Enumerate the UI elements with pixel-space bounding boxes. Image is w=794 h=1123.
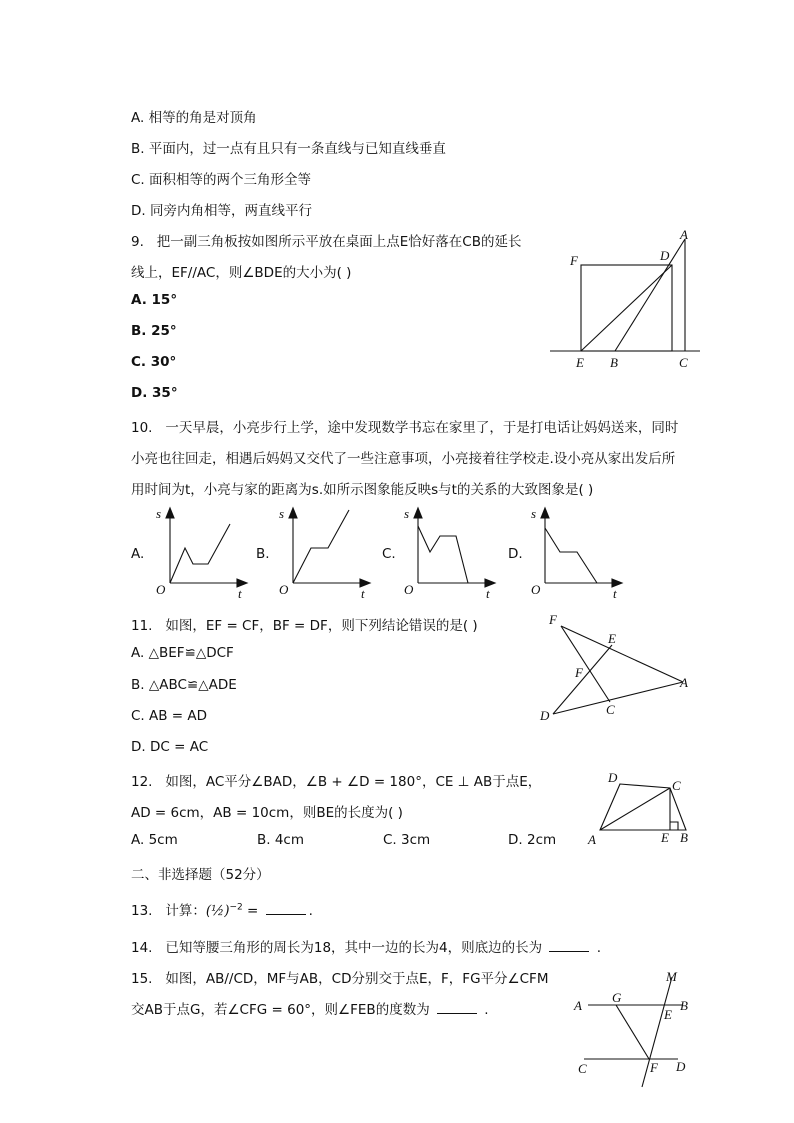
q11-label-a: A — [680, 675, 688, 690]
q13-number: 13. — [131, 903, 153, 919]
q11-stem: 如图，EF = CF，BF = DF，则下列结论错误的是( ) — [165, 618, 478, 634]
q12-label-d: D — [608, 770, 618, 785]
q10a-label-s: s — [156, 506, 162, 521]
q10-graph-d — [525, 506, 625, 601]
q9-option-a: A. 15° — [131, 292, 178, 308]
q9-option-c: C. 30° — [131, 354, 177, 370]
q9-line2: 线上，EF//AC，则∠BDE的大小为( ) — [131, 265, 352, 281]
q12-right-angle-mark — [670, 822, 678, 830]
q15-line1 — [131, 967, 548, 987]
q11-label-c: C — [606, 702, 615, 717]
q9-line1 — [131, 230, 521, 250]
q15-number: 15. — [131, 971, 153, 987]
q10b-label-s: s — [279, 506, 285, 521]
q14-text: 已知等腰三角形的周长为18，其中一边的长为4，则底边的长为 — [165, 940, 543, 956]
q10-option-c: C. — [382, 546, 396, 562]
q15-end: . — [484, 1002, 489, 1018]
q10-line1 — [131, 416, 678, 436]
q11-label-d: D — [540, 708, 550, 723]
q10b-label-t: t — [361, 586, 365, 601]
q8-option-d: D. 同旁内角相等，两直线平行 — [131, 203, 312, 219]
q10-graph-b — [273, 506, 373, 601]
q10c-y-arrow — [414, 508, 422, 518]
q11-option-d: D. DC = AC — [131, 739, 209, 755]
q12-line1 — [131, 770, 541, 790]
q9-label-a: A — [680, 227, 688, 242]
q13-equals: = — [242, 903, 259, 919]
q13-end: . — [308, 903, 313, 919]
q10c-curve — [418, 526, 468, 583]
q9-label-b: B — [610, 355, 618, 370]
q15-text1: 如图，AB//CD，MF与AB，CD分别交于点E，F，FG平分∠CFM — [165, 971, 549, 987]
section2-heading: 二、非选择题（52分） — [131, 867, 270, 883]
q10d-label-t: t — [613, 586, 617, 601]
q10-graph-c — [398, 506, 498, 601]
q15-label-e: E — [664, 1007, 672, 1022]
q9-figure — [540, 225, 710, 375]
q12-option-c: C. 3cm — [383, 832, 431, 848]
q15-line2 — [131, 998, 489, 1018]
q10-line3: 用时间为t，小亮与家的距离为s.如所示图象能反映s与t的关系的大致图象是( ) — [131, 482, 594, 498]
q9-label-f: F — [570, 253, 578, 268]
q10-option-a: A. — [131, 546, 145, 562]
q11-seg-da — [553, 682, 683, 714]
q8-option-b: B. 平面内，过一点有且只有一条直线与已知直线垂直 — [131, 141, 446, 157]
q11-label-e: E — [608, 631, 616, 646]
q10c-label-o: O — [404, 582, 414, 597]
q10d-curve — [545, 528, 597, 583]
q11-option-b: B. △ABC≌△ADE — [131, 677, 237, 693]
q10a-label-o: O — [156, 582, 166, 597]
q15-text2: 交AB于点G，若∠CFG = 60°，则∠FEB的度数为 — [131, 1002, 430, 1018]
q10d-y-arrow — [541, 508, 549, 518]
q11-option-a: A. △BEF≌△DCF — [131, 645, 234, 661]
q12-number: 12. — [131, 774, 153, 790]
q9-side-de — [581, 265, 672, 351]
q9-label-c: C — [679, 355, 688, 370]
q12-text1: 如图，AC平分∠BAD，∠B + ∠D = 180°，CE ⊥ AB于点E， — [165, 774, 542, 790]
q12-label-b: B — [680, 830, 688, 845]
q10-text1: 一天早晨，小亮步行上学，途中发现数学书忘在家里了，于是打电话让妈妈送来，同时 — [165, 420, 679, 436]
q15-label-g: G — [612, 990, 622, 1005]
q12-option-a: A. 5cm — [131, 832, 178, 848]
q13-line — [131, 899, 313, 919]
q10-graph-a — [150, 506, 250, 601]
q15-line-fg — [616, 1005, 649, 1059]
q9-text1: 把一副三角板按如图所示平放在桌面上点E恰好落在CB的延长 — [156, 234, 522, 250]
q12-option-d: D. 2cm — [508, 832, 557, 848]
q10c-label-s: s — [404, 506, 410, 521]
q11-line1 — [131, 614, 478, 634]
q15-answer-blank[interactable] — [437, 1001, 477, 1014]
q12-figure — [580, 768, 700, 848]
q15-label-d: D — [676, 1059, 686, 1074]
q8-option-a: A. 相等的角是对顶角 — [131, 110, 257, 126]
q11-label-f-top: F — [549, 612, 557, 627]
q10-option-b: B. — [256, 546, 270, 562]
q11-number: 11. — [131, 618, 153, 634]
q11-label-f-mid: F — [575, 665, 583, 680]
q10b-label-o: O — [279, 582, 289, 597]
q13-prefix: 计算： — [165, 903, 206, 919]
q10b-y-arrow — [289, 508, 297, 518]
q9-option-d: D. 35° — [131, 385, 178, 401]
q10c-label-t: t — [486, 586, 490, 601]
q13-exponent: −2 — [229, 902, 243, 913]
q12-diagonal-ac — [600, 788, 670, 830]
q10-option-d: D. — [508, 546, 523, 562]
q15-figure — [570, 965, 700, 1095]
q13-base: (½) — [205, 903, 230, 919]
q12-option-b: B. 4cm — [257, 832, 305, 848]
q10b-curve — [293, 510, 349, 583]
q12-label-c: C — [672, 778, 681, 793]
q15-label-c: C — [578, 1061, 587, 1076]
q14-end: . — [596, 940, 602, 956]
q9-side-ab — [615, 239, 685, 351]
q11-figure — [535, 610, 705, 730]
q15-label-f: F — [650, 1060, 658, 1075]
q10d-label-o: O — [531, 582, 541, 597]
q14-number: 14. — [131, 940, 153, 956]
q10d-label-s: s — [531, 506, 537, 521]
q13-answer-blank[interactable] — [266, 902, 306, 915]
q8-option-c: C. 面积相等的两个三角形全等 — [131, 172, 312, 188]
q11-option-c: C. AB = AD — [131, 708, 208, 724]
q10a-curve — [170, 524, 230, 583]
q15-label-b: B — [680, 998, 688, 1013]
q9-option-b: B. 25° — [131, 323, 177, 339]
q10a-label-t: t — [238, 586, 242, 601]
q9-number: 9. — [131, 234, 144, 250]
q12-label-a: A — [588, 832, 596, 847]
q15-label-a: A — [574, 998, 582, 1013]
q14-line — [131, 936, 601, 956]
q12-line2: AD = 6cm，AB = 10cm，则BE的长度为( ) — [131, 805, 403, 821]
q10-line2: 小亮也往回走，相遇后妈妈又交代了一些注意事项，小亮接着往学校走.设小亮从家出发后所 — [131, 451, 676, 467]
q10-number: 10. — [131, 420, 153, 436]
q9-label-d: D — [660, 248, 670, 263]
q9-label-e: E — [576, 355, 584, 370]
q14-answer-blank[interactable] — [549, 939, 589, 952]
q15-label-m: M — [666, 969, 677, 984]
q12-label-e: E — [661, 830, 669, 845]
q10a-y-arrow — [166, 508, 174, 518]
